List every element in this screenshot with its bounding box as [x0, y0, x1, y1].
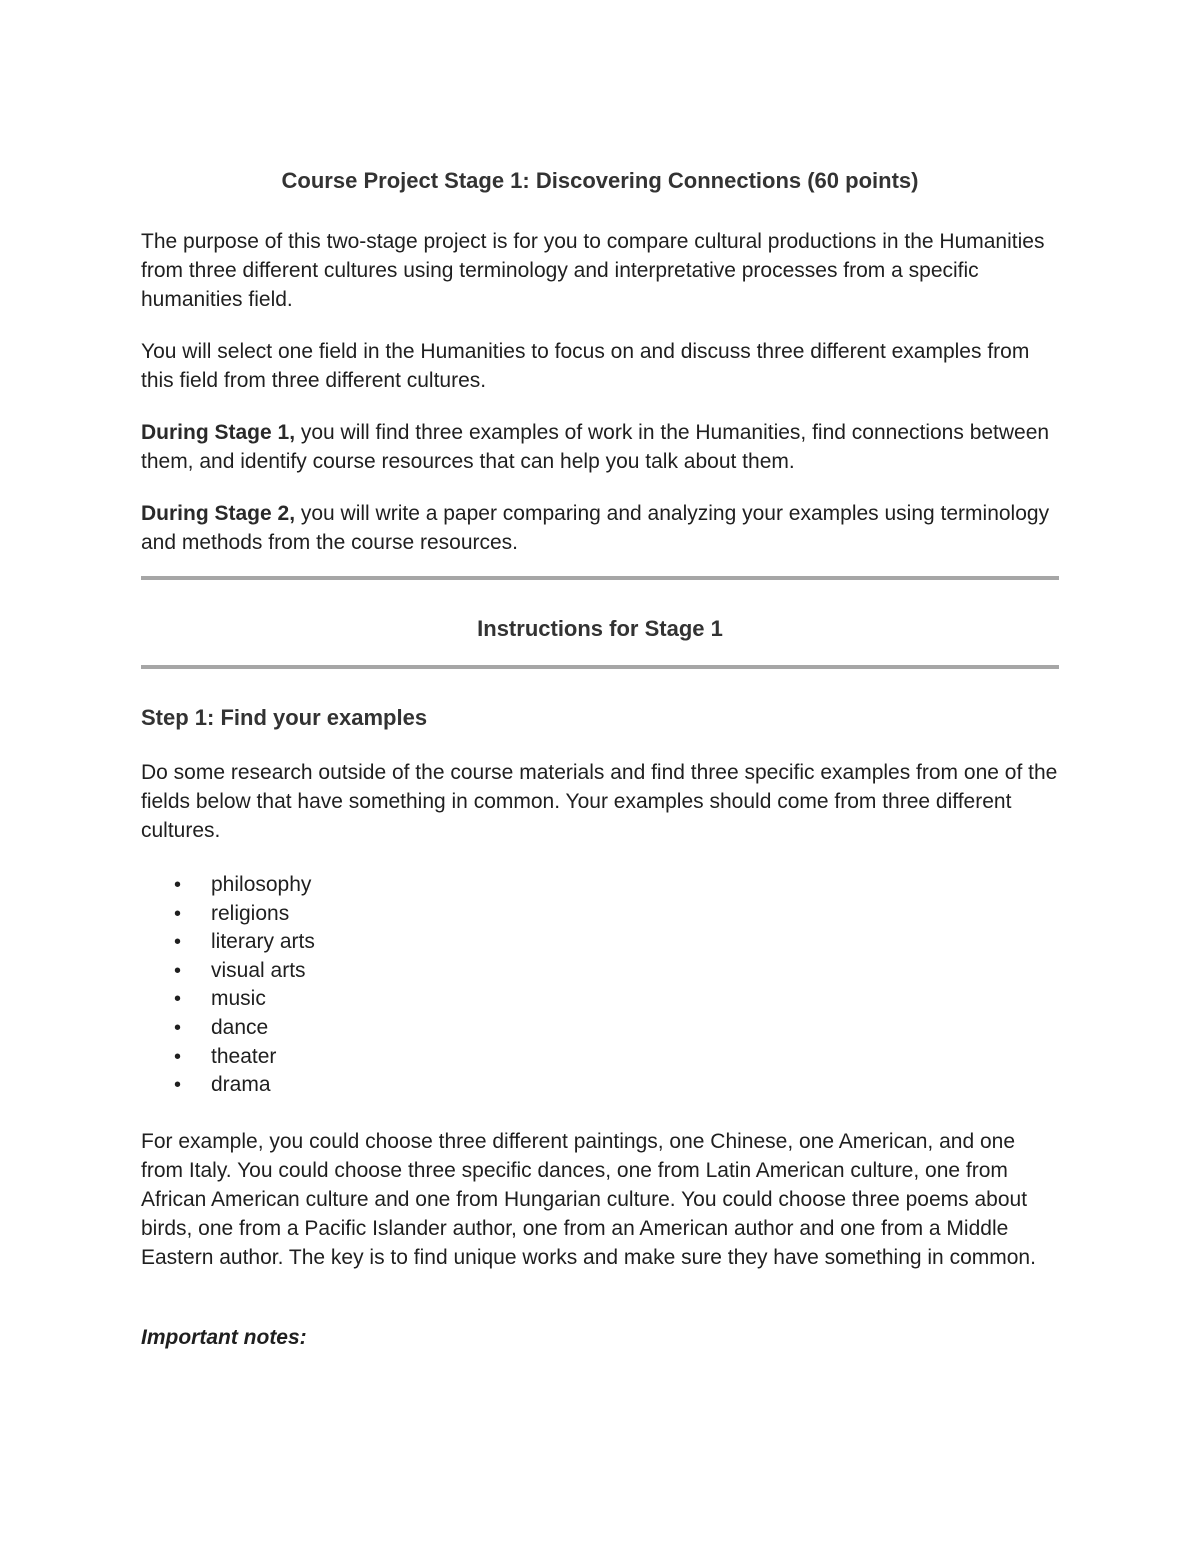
- field-name: literary arts: [211, 930, 315, 954]
- field-name: drama: [211, 1073, 271, 1097]
- instructions-heading: Instructions for Stage 1: [477, 616, 723, 641]
- bullet-icon: •: [174, 988, 182, 1011]
- field-name: dance: [211, 1015, 269, 1039]
- list-item: [141, 1014, 315, 1043]
- bullet-icon: •: [174, 1016, 182, 1039]
- top-divider: [141, 576, 1059, 580]
- list-item: [141, 985, 315, 1014]
- intro-paragraph: The purpose of this two-stage project is for you to compare cultural productions in the Humanities from three different cultures using terminology and interpretative processes from a specific humanities field.: [141, 230, 1045, 311]
- bottom-divider: [141, 665, 1059, 669]
- step1-paragraph: Do some research outside of the course materials and find three specific examples from one of the fields below that have something in common. Your examples should come from three different cultures.: [141, 761, 1058, 842]
- list-item: [141, 957, 315, 986]
- document-title: Course Project Stage 1: Discovering Connections (60 points): [281, 168, 919, 193]
- list-item: [141, 928, 315, 957]
- list-item: [141, 871, 315, 900]
- field-name: theater: [211, 1044, 277, 1068]
- field-name: religions: [211, 901, 290, 925]
- step1-heading: Step 1: Find your examples: [141, 705, 428, 730]
- example-paragraph: For example, you could choose three different paintings, one Chinese, one American, and one from Italy. You could choose three specific dances, one from Latin American culture, one from African American culture and one from Hungarian culture. You could choose three poems about birds, one from a Pacific Islander author, one from an American author and one from a Middle Eastern author. The key is to find unique works and make sure they have something in common.: [141, 1130, 1036, 1269]
- bullet-icon: •: [174, 931, 182, 954]
- stage1-text: you will find three examples of work in the Humanities, find connections between them, and identify course resources that can help you talk about them.: [141, 421, 1050, 473]
- list-item: [141, 1071, 315, 1100]
- field-name: music: [211, 987, 266, 1011]
- stage2-label: During Stage 2,: [141, 502, 296, 525]
- stage2-paragraph: [141, 499, 1059, 557]
- stage1-paragraph: [141, 418, 1059, 476]
- important-notes-label: Important notes:: [141, 1326, 307, 1349]
- list-item: [141, 1043, 315, 1072]
- fields-list: [141, 871, 315, 1100]
- bullet-icon: •: [174, 874, 182, 896]
- bullet-icon: •: [174, 1045, 182, 1068]
- stage1-label: During Stage 1,: [141, 421, 296, 444]
- list-item: [141, 900, 315, 929]
- select-field-paragraph: You will select one field in the Humanities to focus on and discuss three different examples from this field from three different cultures.: [141, 340, 1030, 392]
- bullet-icon: •: [174, 1074, 182, 1097]
- field-name: visual arts: [211, 958, 306, 982]
- bullet-icon: •: [174, 902, 182, 925]
- stage2-text: you will write a paper comparing and analyzing your examples using terminology and methods from the course resources.: [141, 502, 1050, 554]
- field-name: philosophy: [211, 873, 312, 896]
- bullet-icon: •: [174, 959, 182, 982]
